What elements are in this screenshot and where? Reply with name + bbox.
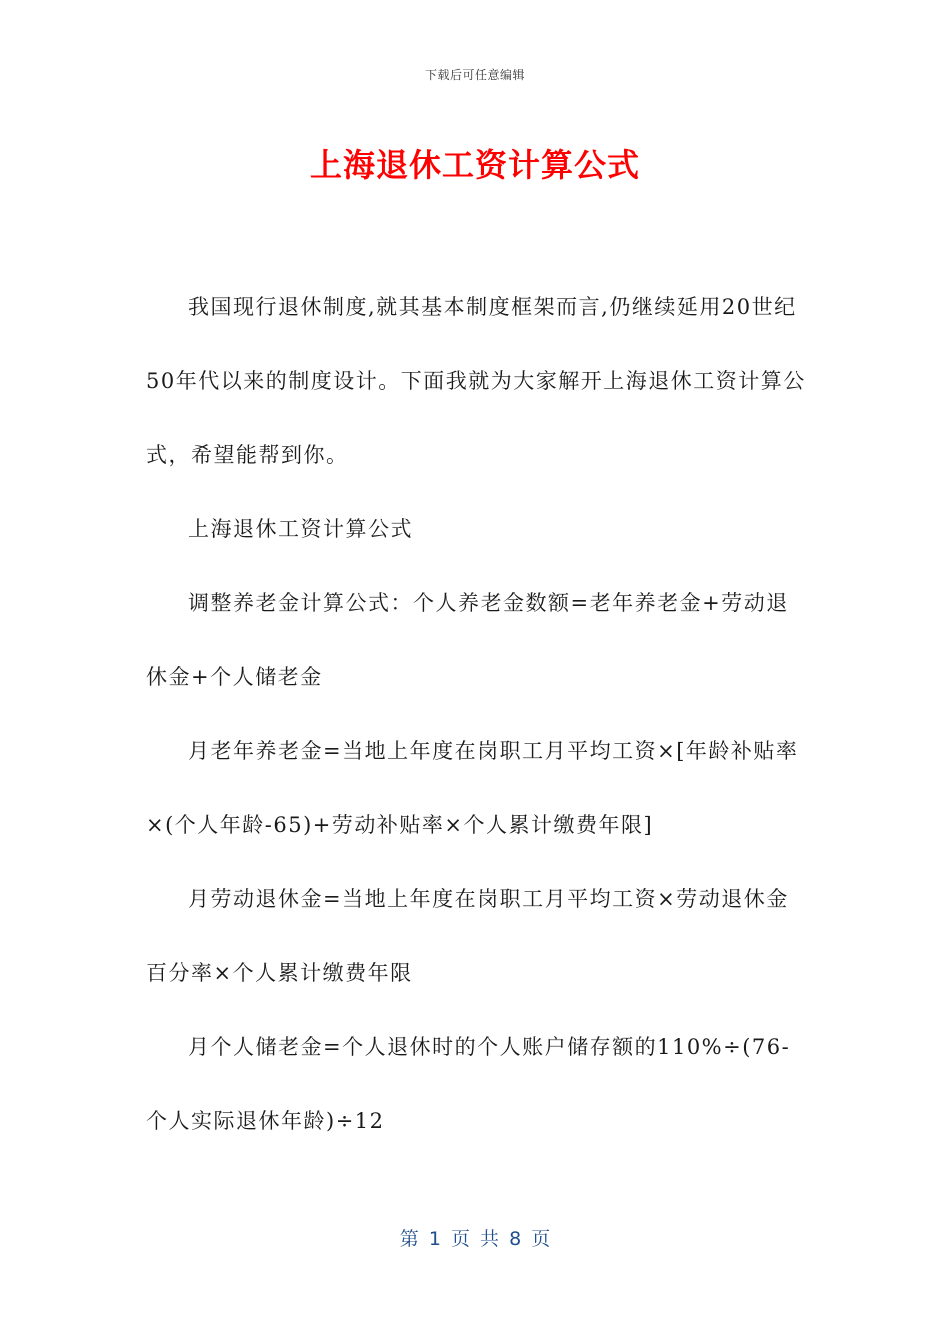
footer-total-pages: 8 bbox=[509, 1228, 522, 1250]
footer-prefix: 第 bbox=[399, 1228, 419, 1250]
paragraph-subheading: 上海退休工资计算公式 bbox=[188, 517, 413, 541]
document-title: 上海退休工资计算公式 bbox=[309, 146, 640, 184]
page-footer bbox=[0, 1224, 950, 1251]
footer-middle: 页 共 bbox=[450, 1228, 500, 1250]
document-body bbox=[146, 270, 806, 1158]
header-note: 下载后可任意编辑 bbox=[424, 68, 525, 82]
paragraph-labor-pension: 月劳动退休金=当地上年度在岗职工月平均工资×劳动退休金百分率×个人累计缴费年限 bbox=[146, 887, 789, 985]
paragraph-personal-savings: 月个人储老金=个人退休时的个人账户储存额的110%÷(76-个人实际退休年龄)÷12 bbox=[146, 1035, 791, 1133]
paragraph-intro: 我国现行退休制度,就其基本制度框架而言,仍继续延用20世纪50年代以来的制度设计。下面我就为大家解开上海退休工资计算公式，希望能帮到你。 bbox=[146, 295, 806, 467]
paragraph-total-formula: 调整养老金计算公式：个人养老金数额=老年养老金+劳动退休金+个人储老金 bbox=[146, 591, 789, 689]
paragraph-elderly-pension: 月老年养老金=当地上年度在岗职工月平均工资×[年龄补贴率×(个人年龄-65)+劳动补贴率×个人累计缴费年限] bbox=[146, 739, 799, 837]
footer-current-page: 1 bbox=[428, 1228, 441, 1250]
footer-suffix: 页 bbox=[531, 1228, 551, 1250]
